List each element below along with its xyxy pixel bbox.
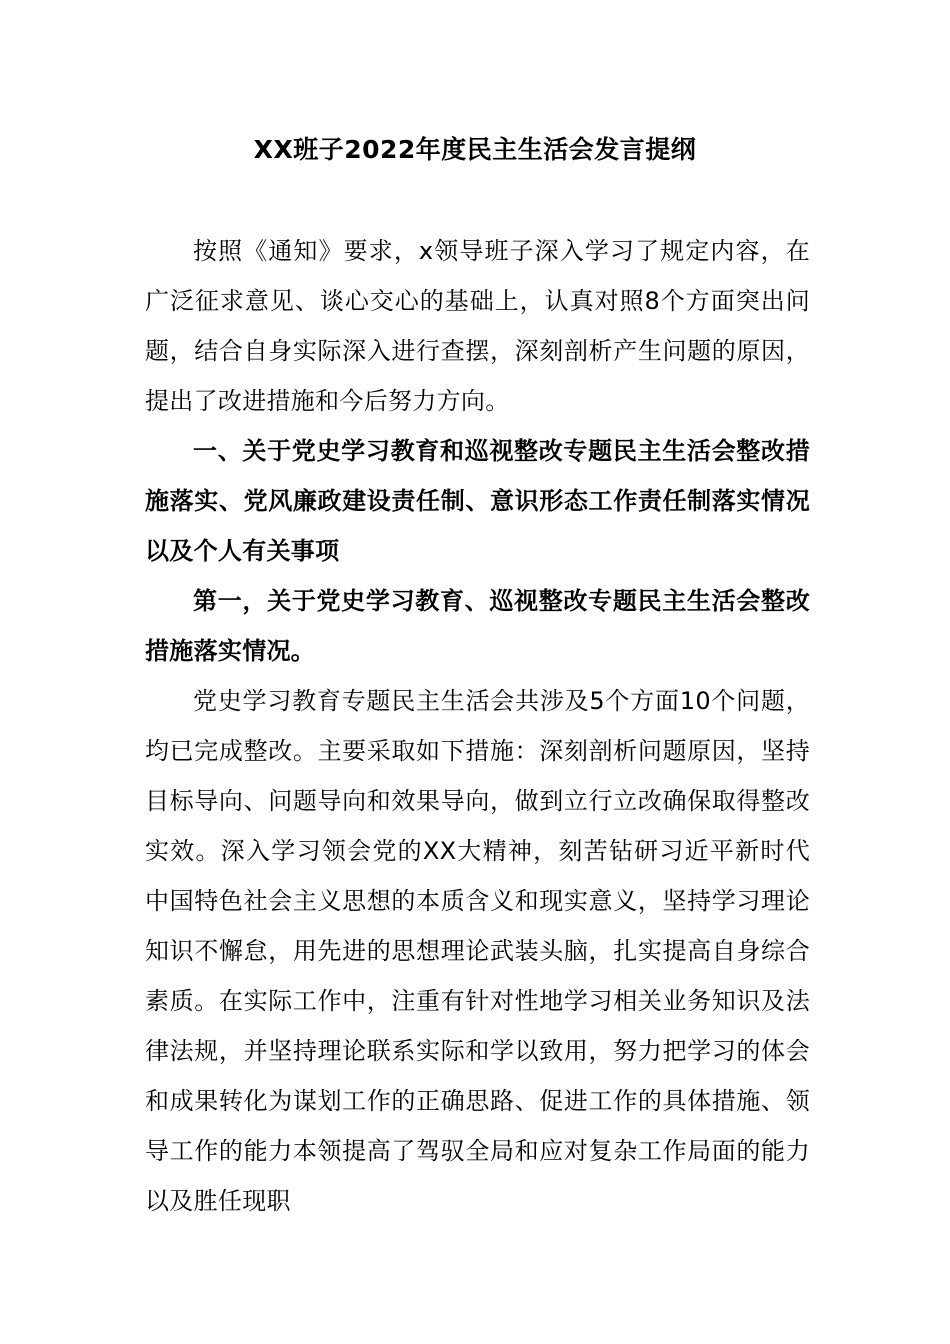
body-paragraph: 党史学习教育专题民主生活会共涉及5个方面10个问题，均已完成整改。主要采取如下措施：深刻剖析问题原因，坚持目标导向、问题导向和效果导向，做到立行立改确保取得整改实效。深入学习领会党的XX大精神，刻苦钻研习近平新时代中国特色社会主义思想的本质含义和现实意义，坚持学习理论知识不懈怠，用先进的思想理论武装头脑，扎实提高自身综合素质。在实际工作中，注重有针对性地学习相关业务知识及法律法规，并坚持理论联系实际和学以致用，努力把学习的体会和成果转化为谋划工作的正确思路、促进工作的具体措施、领导工作的能力本领提高了驾驭全局和应对复杂工作局面的能力以及胜任现职 (145, 687, 810, 1215)
subsection-heading-1: 第一，关于党史学习教育、巡视整改专题民主生活会整改措施落实情况。 (145, 587, 810, 665)
document-title: XX班子2022年度民主生活会发言提纲 (253, 135, 697, 164)
document-body (145, 226, 810, 1226)
intro-paragraph: 按照《通知》要求，x领导班子深入学习了规定内容，在广泛征求意见、谈心交心的基础上，认真对照8个方面突出问题，结合自身实际深入进行查摆，深刻剖析产生问题的原因，提出了改进措施和今后努力方向。 (145, 237, 810, 415)
section-heading-1: 一、关于党史学习教育和巡视整改专题民主生活会整改措施落实、党风廉政建设责任制、意识形态工作责任制落实情况以及个人有关事项 (145, 437, 810, 565)
